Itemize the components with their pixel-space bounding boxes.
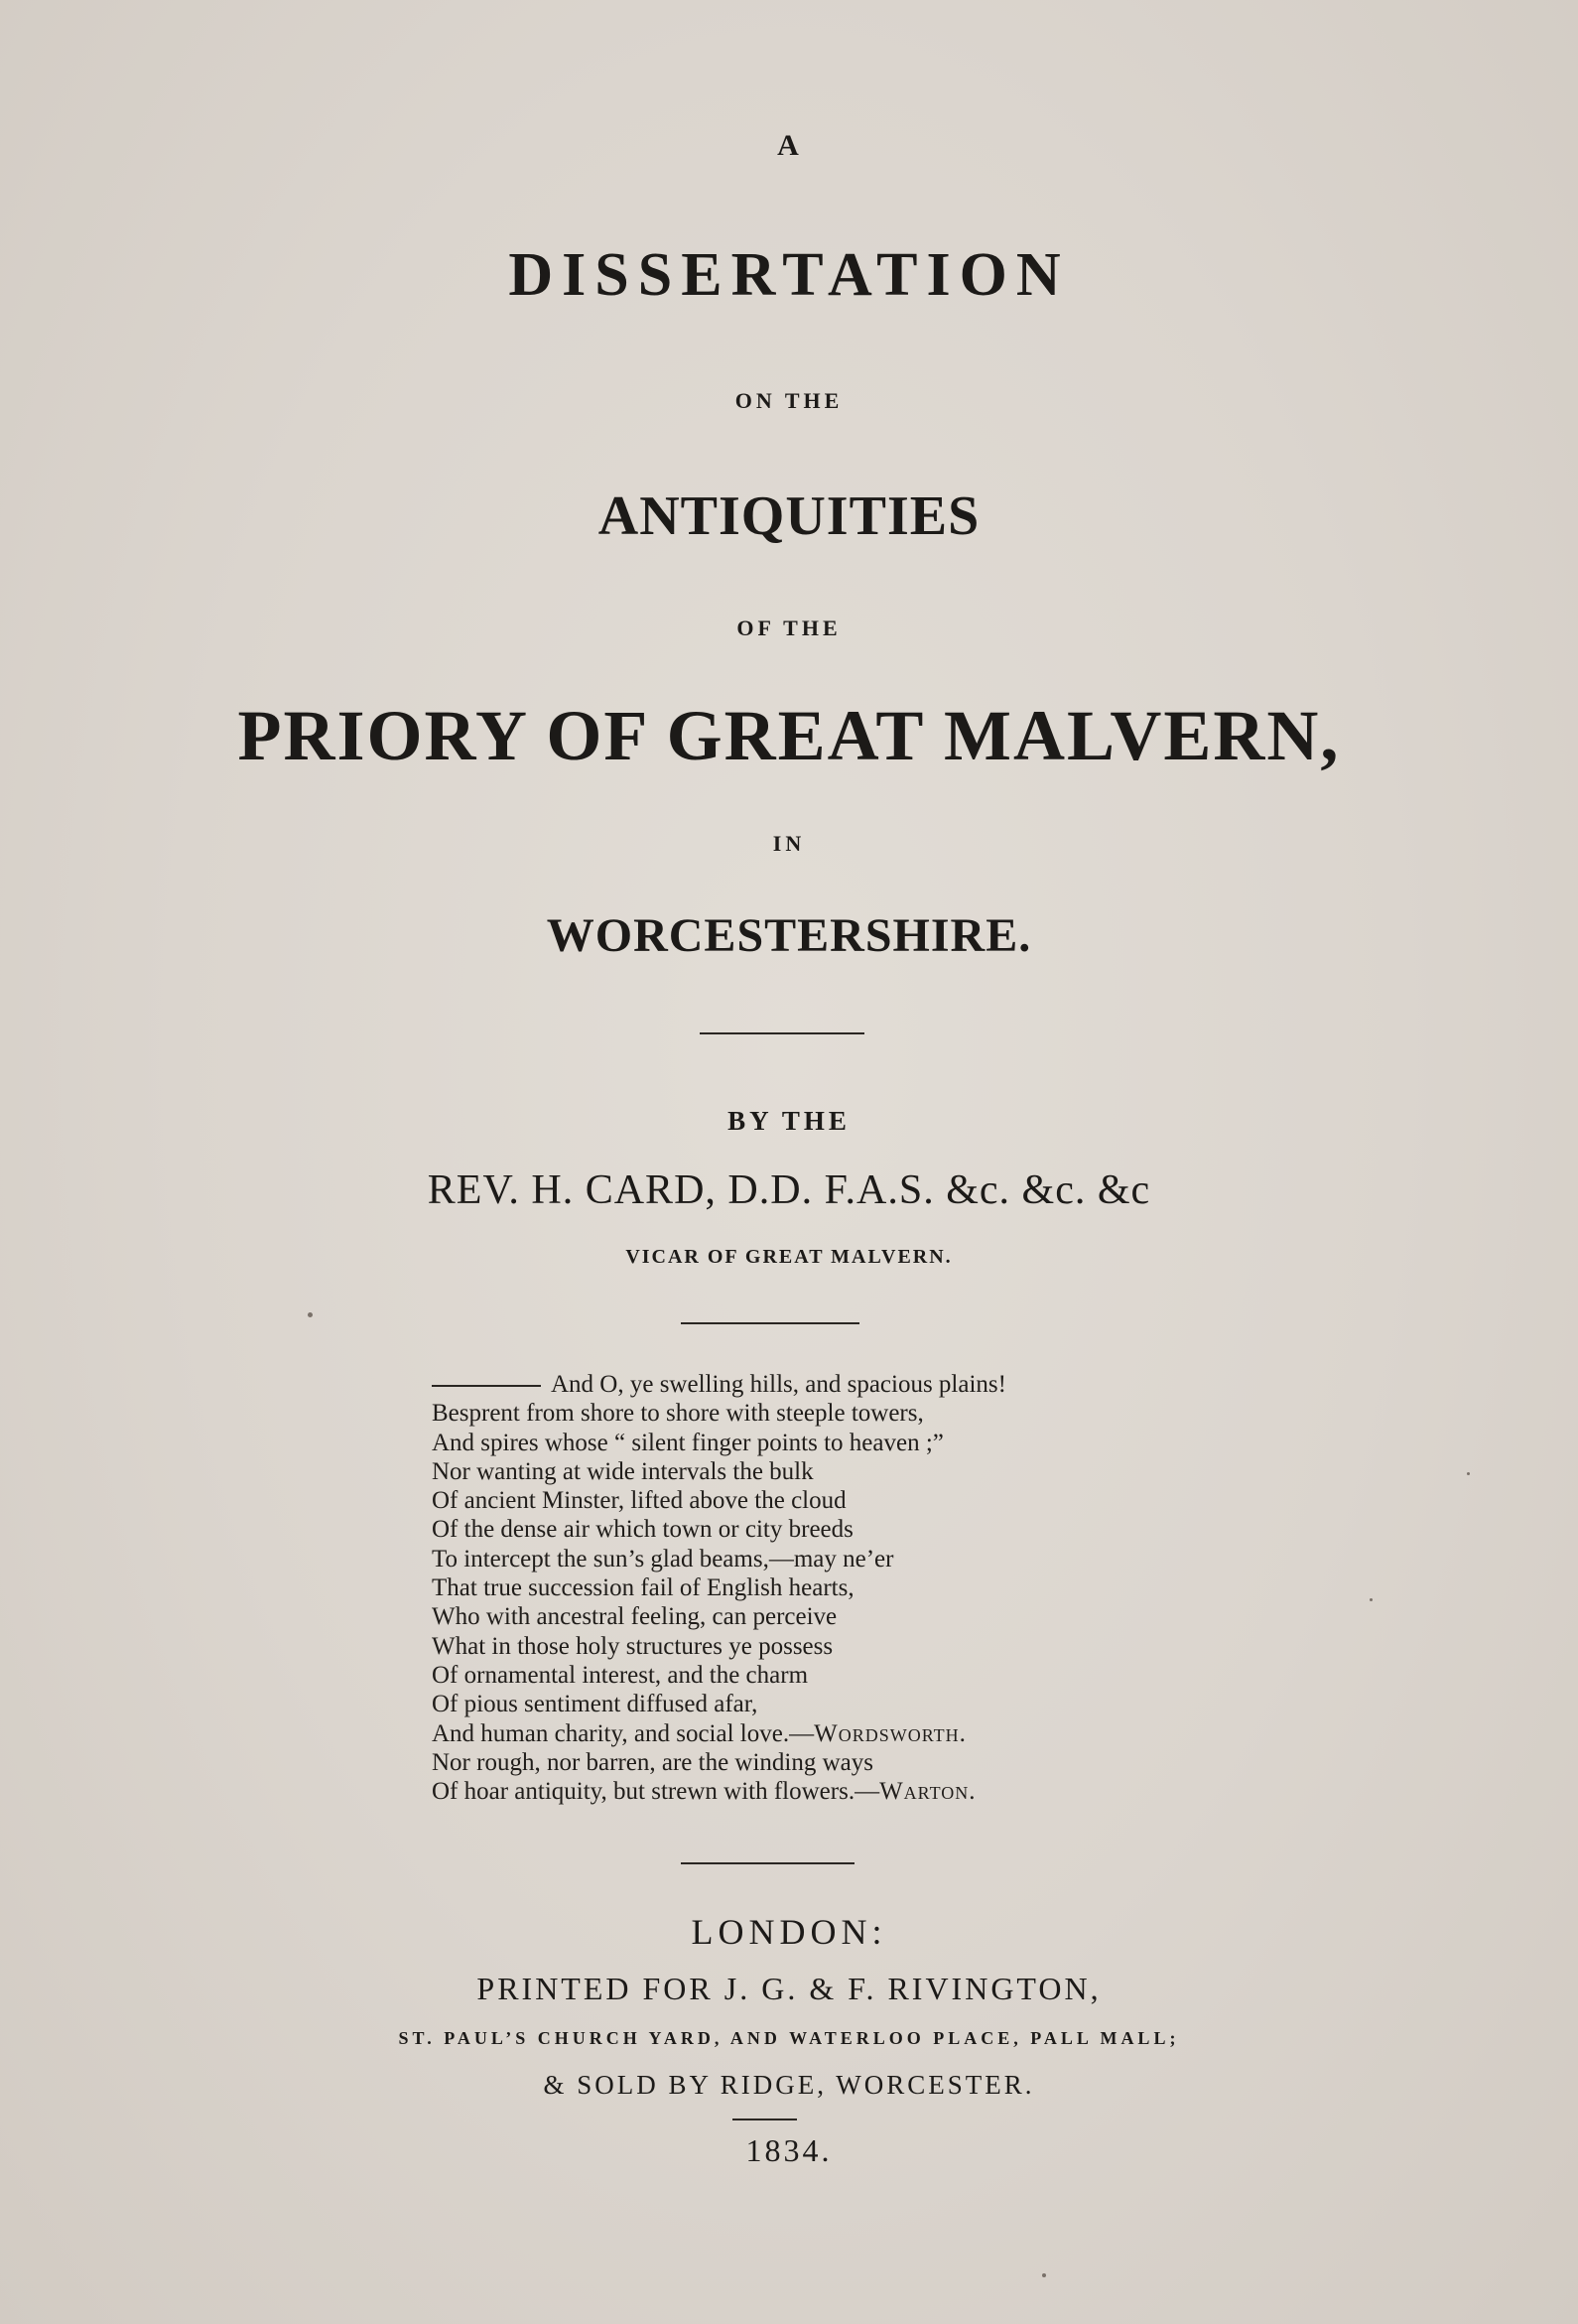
imprint-address: ST. PAUL’S CHURCH YARD, AND WATERLOO PLACE, PALL MALL; <box>398 2028 1180 2048</box>
epigraph-attribution-warton: Warton. <box>879 1778 977 1806</box>
epigraph-line: Of the dense air which town or city breeds <box>432 1516 854 1544</box>
epigraph-line: Of ornamental interest, and the charm <box>432 1661 809 1689</box>
connector-on-the: ON THE <box>734 388 844 413</box>
imprint-seller: & SOLD BY RIDGE, WORCESTER. <box>543 2070 1035 2100</box>
epigraph-line: To intercept the sun’s glad beams,—may ne’er <box>432 1545 894 1572</box>
divider-rule-2 <box>681 1322 859 1324</box>
epigraph-line: And O, ye swelling hills, and spacious plains! <box>432 1370 1146 1399</box>
imprint-city: LONDON: <box>691 1912 887 1952</box>
imprint-year: 1834. <box>745 2132 833 2168</box>
connector-in: IN <box>772 831 806 856</box>
title-article: A <box>777 129 801 162</box>
epigraph-line: Of pious sentiment diffused afar, <box>432 1691 758 1718</box>
epigraph-line: What in those holy structures ye possess <box>432 1632 834 1660</box>
imprint-printer: PRINTED FOR J. G. & F. RIVINGTON, <box>476 1971 1102 2006</box>
paper-speck <box>1467 1472 1470 1475</box>
epigraph-line: Nor rough, nor barren, are the winding ways <box>432 1748 874 1776</box>
author-name: REV. H. CARD, D.D. F.A.S. &c. &c. &c <box>427 1167 1151 1213</box>
divider-rule-1 <box>700 1032 864 1034</box>
epigraph-line: Of hoar antiquity, but strewn with flowers.—Warton. <box>432 1778 977 1806</box>
epigraph-line: Nor wanting at wide intervals the bulk <box>432 1457 814 1485</box>
epigraph-line: That true succession fail of English hearts, <box>432 1574 855 1602</box>
author-role: VICAR OF GREAT MALVERN. <box>625 1246 953 1268</box>
epigraph-dash <box>432 1385 541 1387</box>
epigraph-attribution-wordsworth: Wordsworth. <box>814 1719 967 1747</box>
author-by-the: BY THE <box>727 1106 851 1136</box>
epigraph <box>432 1370 1146 1806</box>
epigraph-line: Who with ancestral feeling, can perceive <box>432 1603 838 1631</box>
paper-speck <box>1042 2273 1046 2277</box>
epigraph-line: And human charity, and social love.—Wordsworth. <box>432 1719 967 1747</box>
epigraph-line: And spires whose “ silent finger points to heaven ;” <box>432 1429 944 1456</box>
title-subject: ANTIQUITIES <box>597 485 981 547</box>
divider-rule-3 <box>681 1862 855 1864</box>
epigraph-line: Of ancient Minster, lifted above the cloud <box>432 1487 847 1515</box>
title-main: DISSERTATION <box>508 241 1070 309</box>
divider-rule-4 <box>732 2119 797 2120</box>
epigraph-line: Besprent from shore to shore with steeple towers, <box>432 1400 924 1428</box>
connector-of-the: OF THE <box>736 615 842 640</box>
paper-speck <box>1370 1598 1373 1601</box>
paper-speck <box>308 1312 313 1317</box>
title-place: PRIORY OF GREAT MALVERN, <box>237 696 1341 775</box>
title-county: WORCESTERSHIRE. <box>546 909 1032 962</box>
